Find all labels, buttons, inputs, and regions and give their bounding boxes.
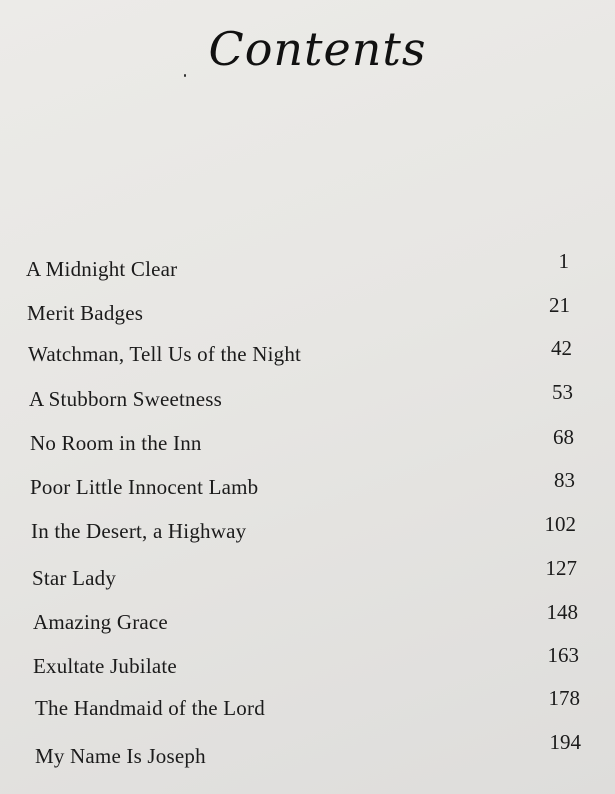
toc-entry bbox=[0, 556, 615, 593]
toc-entry-title: My Name Is Joseph bbox=[35, 744, 206, 768]
toc-entry bbox=[0, 249, 615, 284]
toc-entry-title: Watchman, Tell Us of the Night bbox=[28, 342, 302, 366]
toc-entry-title: Amazing Grace bbox=[33, 610, 168, 634]
page-title: Contents bbox=[208, 22, 427, 76]
toc-entry-page: 83 bbox=[554, 468, 575, 492]
toc-entry-title: Merit Badges bbox=[27, 301, 144, 325]
toc-entry-title: Star Lady bbox=[32, 566, 117, 590]
toc-entry-page: 53 bbox=[552, 380, 573, 404]
toc-entry-page: 42 bbox=[551, 336, 572, 360]
toc-entry-page: 178 bbox=[548, 686, 580, 710]
toc-entry-title: A Stubborn Sweetness bbox=[29, 387, 222, 411]
toc-entry-page: 21 bbox=[549, 293, 570, 317]
toc-entry-title: Exultate Jubilate bbox=[33, 654, 177, 678]
toc-entry-page: 127 bbox=[545, 556, 577, 580]
toc-entry bbox=[0, 600, 615, 637]
toc-entry-title: The Handmaid of the Lord bbox=[35, 696, 265, 720]
toc-entry bbox=[0, 730, 615, 771]
toc-entry bbox=[0, 336, 615, 369]
toc-entry bbox=[0, 512, 615, 546]
toc-entry-page: 1 bbox=[558, 249, 569, 273]
toc-entry bbox=[0, 643, 615, 681]
toc-entry bbox=[0, 686, 615, 723]
toc-entry bbox=[0, 468, 615, 502]
toc-entry-title: In the Desert, a Highway bbox=[31, 519, 247, 543]
toc-entry bbox=[0, 293, 615, 328]
toc-entry-title: Poor Little Innocent Lamb bbox=[30, 475, 259, 499]
toc-entry-page: 163 bbox=[547, 643, 579, 667]
toc-entry-page: 148 bbox=[546, 600, 578, 624]
toc-entry bbox=[0, 380, 615, 414]
toc-entry bbox=[0, 425, 615, 458]
toc-entry-page: 194 bbox=[549, 730, 581, 754]
toc-entry-page: 68 bbox=[553, 425, 574, 449]
toc-entry-page: 102 bbox=[544, 512, 576, 536]
toc-entry-title: A Midnight Clear bbox=[26, 257, 178, 281]
toc-entry-title: No Room in the Inn bbox=[30, 431, 202, 455]
